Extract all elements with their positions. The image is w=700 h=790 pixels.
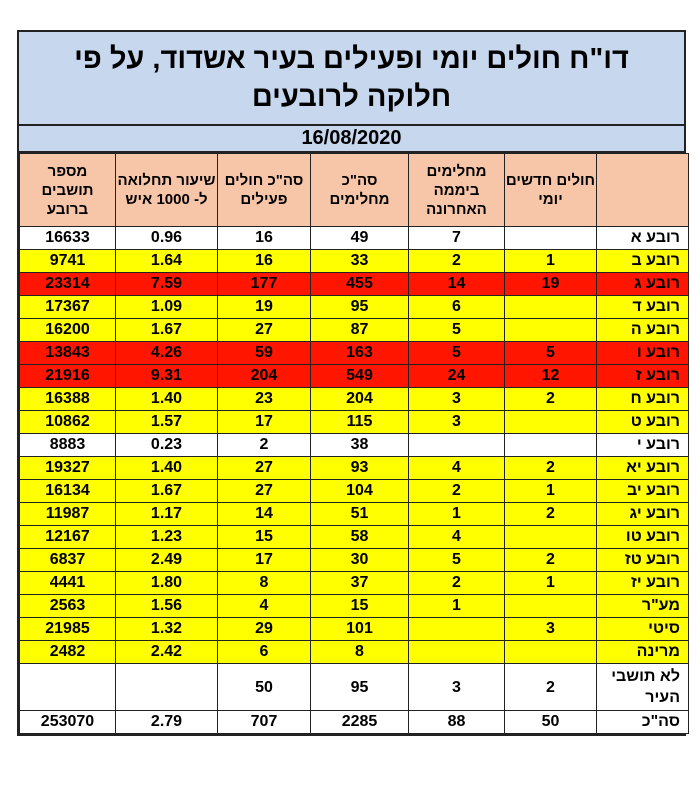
cell-rate: 1.40: [116, 457, 218, 480]
cell-active: 27: [218, 457, 311, 480]
cell-name: רובע א: [597, 227, 689, 250]
cell-rate: 1.17: [116, 503, 218, 526]
table-row: [20, 572, 689, 595]
cell-name: רובע ח: [597, 388, 689, 411]
cell-new: 5: [505, 342, 597, 365]
cell-residents: 12167: [20, 526, 116, 549]
cell-rec-day: 4: [409, 457, 505, 480]
cell-new: 2: [505, 549, 597, 572]
total-row: [20, 711, 689, 734]
header-district: [597, 154, 689, 227]
cell-active: 50: [218, 664, 311, 711]
cell-residents: 19327: [20, 457, 116, 480]
cell-rate: 0.96: [116, 227, 218, 250]
cell-rate: 2.42: [116, 641, 218, 664]
cell-residents: 21985: [20, 618, 116, 641]
cell-recovered: 30: [311, 549, 409, 572]
cell-new: 1: [505, 572, 597, 595]
cell-name: רובע יב: [597, 480, 689, 503]
cell-rec-day: 2: [409, 250, 505, 273]
cell-recovered: 115: [311, 411, 409, 434]
header-recovered: סה"כ מחלימים: [311, 154, 409, 227]
cell-name: רובע טז: [597, 549, 689, 572]
cell-rate: 0.23: [116, 434, 218, 457]
cell-rec-day: 2: [409, 572, 505, 595]
cell-residents: 11987: [20, 503, 116, 526]
cell-name: רובע ה: [597, 319, 689, 342]
cell-name: רובע י: [597, 434, 689, 457]
cell-new: 2: [505, 457, 597, 480]
cell-recovered: 51: [311, 503, 409, 526]
cell-residents: 253070: [20, 711, 116, 734]
cell-active: 23: [218, 388, 311, 411]
cell-residents: 21916: [20, 365, 116, 388]
cell-recovered: 8: [311, 641, 409, 664]
table-body: [20, 227, 689, 734]
cell-active: 27: [218, 480, 311, 503]
cell-rate: 1.80: [116, 572, 218, 595]
cell-new: 2: [505, 664, 597, 711]
cell-active: 4: [218, 595, 311, 618]
districts-table: [19, 153, 689, 734]
cell-new: 50: [505, 711, 597, 734]
cell-new: 19: [505, 273, 597, 296]
cell-recovered: 2285: [311, 711, 409, 734]
table-row: [20, 365, 689, 388]
cell-new: [505, 595, 597, 618]
cell-rate: 1.64: [116, 250, 218, 273]
cell-rec-day: 4: [409, 526, 505, 549]
table-row: [20, 342, 689, 365]
cell-rate: [116, 664, 218, 711]
cell-rate: 2.49: [116, 549, 218, 572]
cell-rec-day: 5: [409, 319, 505, 342]
cell-rate: 1.09: [116, 296, 218, 319]
cell-active: 8: [218, 572, 311, 595]
cell-name: סה"כ: [597, 711, 689, 734]
cell-recovered: 38: [311, 434, 409, 457]
cell-residents: 4441: [20, 572, 116, 595]
cell-recovered: 58: [311, 526, 409, 549]
cell-recovered: 101: [311, 618, 409, 641]
cell-rec-day: 1: [409, 503, 505, 526]
cell-residents: 23314: [20, 273, 116, 296]
header-active: סה"כ חולים פעילים: [218, 154, 311, 227]
cell-recovered: 93: [311, 457, 409, 480]
table-row: [20, 664, 689, 711]
table-row: [20, 227, 689, 250]
cell-active: 59: [218, 342, 311, 365]
header-new-daily: חולים חדשים יומי: [505, 154, 597, 227]
cell-recovered: 104: [311, 480, 409, 503]
cell-recovered: 37: [311, 572, 409, 595]
table-row: [20, 457, 689, 480]
cell-new: [505, 319, 597, 342]
cell-rec-day: 3: [409, 388, 505, 411]
cell-name: רובע ד: [597, 296, 689, 319]
cell-rate: 9.31: [116, 365, 218, 388]
table-row: [20, 411, 689, 434]
cell-rate: 1.40: [116, 388, 218, 411]
header-residents: מספר תושבים ברובע: [20, 154, 116, 227]
cell-active: 14: [218, 503, 311, 526]
table-row: [20, 503, 689, 526]
table-row: [20, 273, 689, 296]
cell-active: 204: [218, 365, 311, 388]
cell-new: [505, 641, 597, 664]
cell-active: 6: [218, 641, 311, 664]
cell-name: מע"ר: [597, 595, 689, 618]
table-row: [20, 549, 689, 572]
cell-new: [505, 526, 597, 549]
header-recovered-day: מחלימים ביממה האחרונה: [409, 154, 505, 227]
cell-name: רובע יג: [597, 503, 689, 526]
cell-name: רובע ז: [597, 365, 689, 388]
cell-rate: 1.56: [116, 595, 218, 618]
cell-new: 12: [505, 365, 597, 388]
cell-name: רובע ב: [597, 250, 689, 273]
cell-name: רובע יז: [597, 572, 689, 595]
cell-name: מרינה: [597, 641, 689, 664]
cell-rec-day: 14: [409, 273, 505, 296]
cell-rec-day: 3: [409, 664, 505, 711]
cell-recovered: 49: [311, 227, 409, 250]
cell-recovered: 204: [311, 388, 409, 411]
cell-name: סיטי: [597, 618, 689, 641]
header-rate: שיעור תחלואה ל- 1000 איש: [116, 154, 218, 227]
cell-residents: 2563: [20, 595, 116, 618]
cell-rate: 1.67: [116, 480, 218, 503]
cell-residents: 10862: [20, 411, 116, 434]
table-row: [20, 250, 689, 273]
cell-new: 2: [505, 503, 597, 526]
cell-rate: 7.59: [116, 273, 218, 296]
report-date: 16/08/2020: [19, 126, 684, 153]
cell-rec-day: 1: [409, 595, 505, 618]
cell-active: 17: [218, 411, 311, 434]
cell-residents: 16633: [20, 227, 116, 250]
table-row: [20, 296, 689, 319]
cell-new: 1: [505, 250, 597, 273]
cell-rec-day: 88: [409, 711, 505, 734]
cell-recovered: 549: [311, 365, 409, 388]
cell-active: 707: [218, 711, 311, 734]
cell-active: 177: [218, 273, 311, 296]
cell-rec-day: [409, 641, 505, 664]
cell-rate: 4.26: [116, 342, 218, 365]
cell-new: 2: [505, 388, 597, 411]
cell-recovered: 33: [311, 250, 409, 273]
report-title: דו"ח חולים יומי ופעילים בעיר אשדוד, על פי חלוקה לרובעים: [19, 32, 684, 126]
cell-name: רובע ט: [597, 411, 689, 434]
cell-rate: 2.79: [116, 711, 218, 734]
cell-rec-day: 24: [409, 365, 505, 388]
cell-new: [505, 411, 597, 434]
cell-recovered: 95: [311, 664, 409, 711]
cell-rate: 1.67: [116, 319, 218, 342]
cell-rec-day: 5: [409, 342, 505, 365]
cell-recovered: 15: [311, 595, 409, 618]
cell-name: רובע ו: [597, 342, 689, 365]
cell-active: 16: [218, 227, 311, 250]
cell-recovered: 163: [311, 342, 409, 365]
cell-rec-day: 3: [409, 411, 505, 434]
cell-residents: [20, 664, 116, 711]
cell-residents: 9741: [20, 250, 116, 273]
cell-rate: 1.23: [116, 526, 218, 549]
cell-rec-day: [409, 618, 505, 641]
table-row: [20, 388, 689, 411]
table-row: [20, 319, 689, 342]
cell-recovered: 95: [311, 296, 409, 319]
table-row: [20, 526, 689, 549]
cell-new: [505, 227, 597, 250]
cell-rec-day: [409, 434, 505, 457]
cell-residents: 16388: [20, 388, 116, 411]
cell-active: 27: [218, 319, 311, 342]
cell-rec-day: 5: [409, 549, 505, 572]
cell-name: לא תושבי העיר: [597, 664, 689, 711]
table-row: [20, 595, 689, 618]
cell-active: 15: [218, 526, 311, 549]
cell-residents: 16200: [20, 319, 116, 342]
cell-name: רובע ג: [597, 273, 689, 296]
table-row: [20, 618, 689, 641]
cell-active: 17: [218, 549, 311, 572]
cell-rate: 1.32: [116, 618, 218, 641]
cell-rec-day: 7: [409, 227, 505, 250]
cell-residents: 6837: [20, 549, 116, 572]
cell-new: 3: [505, 618, 597, 641]
cell-name: רובע יא: [597, 457, 689, 480]
cell-active: 2: [218, 434, 311, 457]
cell-recovered: 87: [311, 319, 409, 342]
cell-rec-day: 6: [409, 296, 505, 319]
cell-name: רובע טו: [597, 526, 689, 549]
table-header-row: [20, 154, 689, 227]
cell-active: 16: [218, 250, 311, 273]
cell-rec-day: 2: [409, 480, 505, 503]
report-table-container: [17, 30, 686, 736]
cell-rate: 1.57: [116, 411, 218, 434]
table-row: [20, 480, 689, 503]
cell-residents: 16134: [20, 480, 116, 503]
cell-active: 29: [218, 618, 311, 641]
cell-residents: 13843: [20, 342, 116, 365]
cell-new: [505, 296, 597, 319]
cell-active: 19: [218, 296, 311, 319]
cell-new: 1: [505, 480, 597, 503]
cell-recovered: 455: [311, 273, 409, 296]
cell-new: [505, 434, 597, 457]
cell-residents: 2482: [20, 641, 116, 664]
table-row: [20, 641, 689, 664]
table-row: [20, 434, 689, 457]
cell-residents: 17367: [20, 296, 116, 319]
cell-residents: 8883: [20, 434, 116, 457]
